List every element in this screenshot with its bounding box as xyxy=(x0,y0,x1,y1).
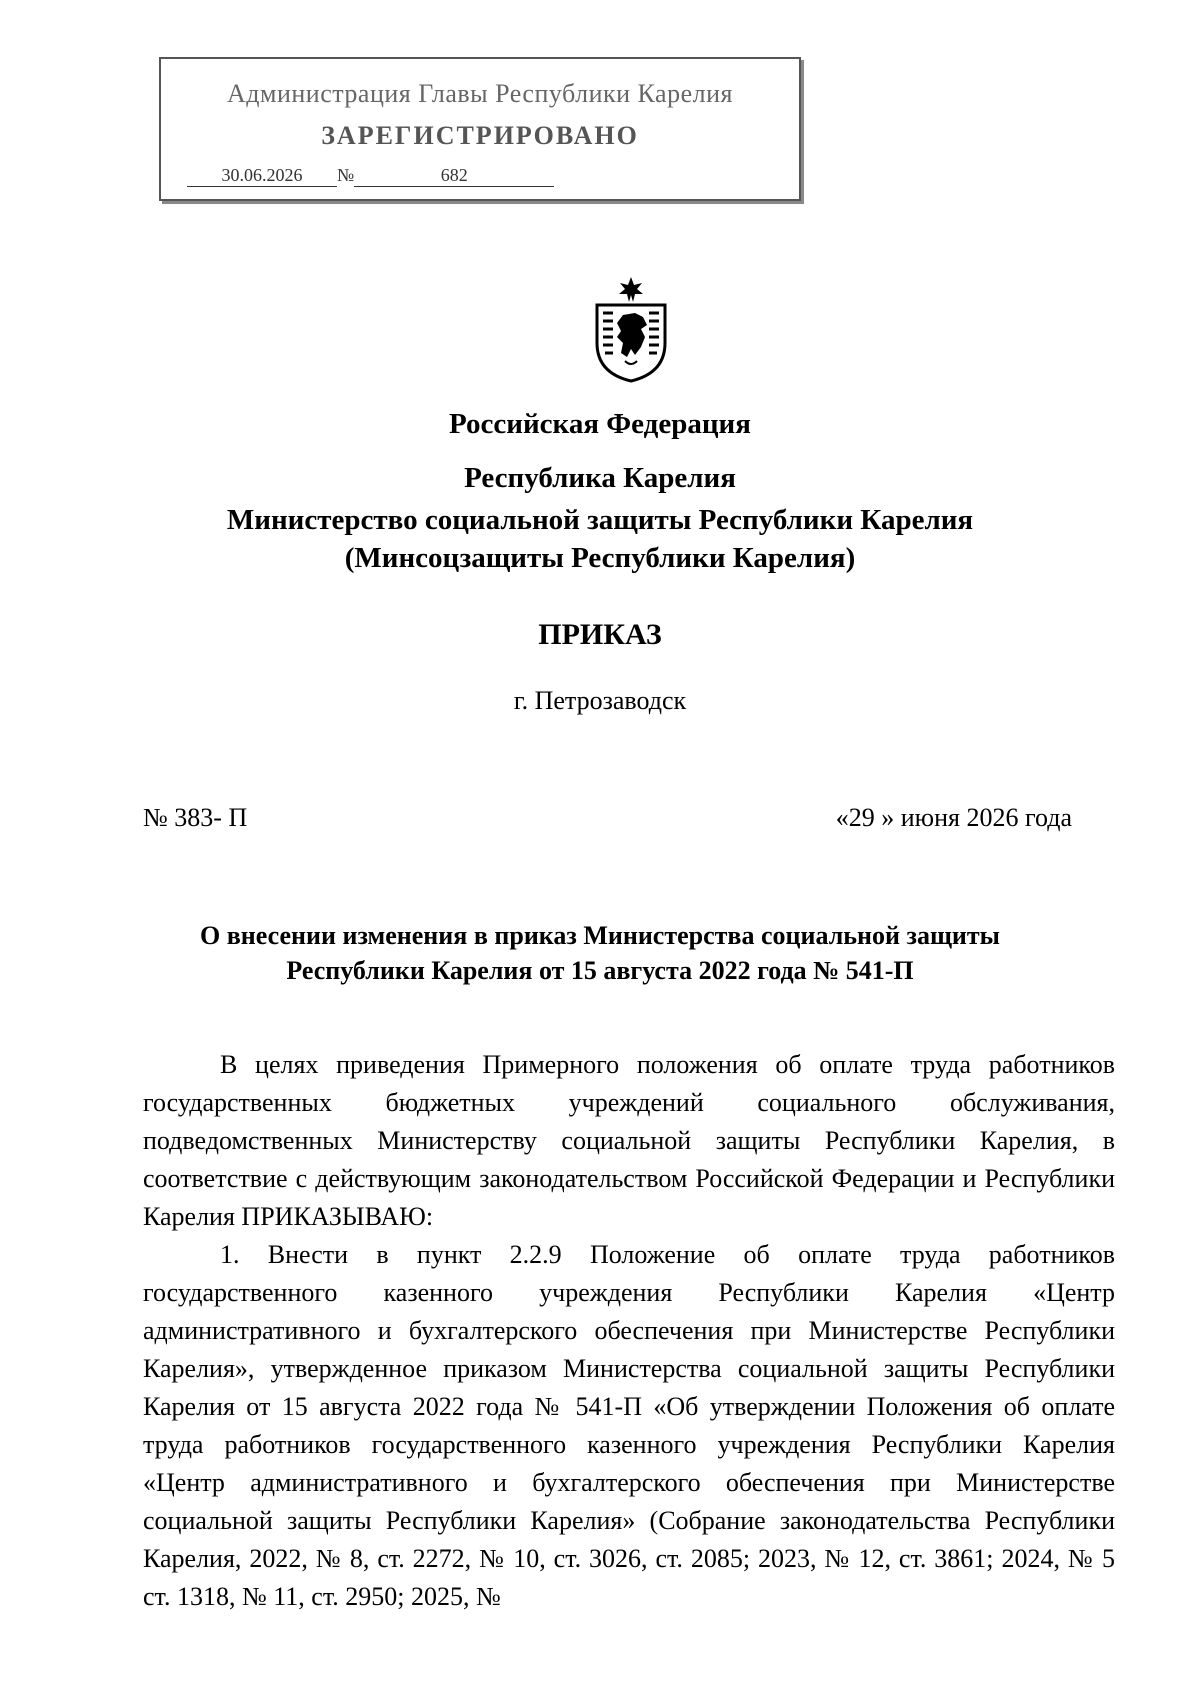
city: г. Петрозаводск xyxy=(513,686,687,715)
stamp-number: 682 xyxy=(354,165,554,187)
header-country: Российская Федерация xyxy=(449,408,751,440)
karelia-coat-of-arms-icon xyxy=(583,275,679,385)
header-ministry-short: (Минсоцзащиты Республики Карелия) xyxy=(344,542,856,574)
stamp-status: ЗАРЕГИСТРИРОВАНО xyxy=(321,121,639,150)
order-body xyxy=(143,1046,1115,1616)
stamp-registration-line xyxy=(187,165,554,187)
header-republic: Республика Карелия xyxy=(464,462,736,494)
stamp-date: 30.06.2026 xyxy=(187,165,337,187)
header-ministry: Министерство социальной защиты Республики Карелия xyxy=(226,504,974,536)
subject-line-1: О внесении изменения в приказ Министерства социальной защиты xyxy=(200,921,1000,950)
registration-stamp xyxy=(159,57,801,201)
order-subject xyxy=(0,918,1200,988)
order-number: № 383- П xyxy=(143,803,248,832)
body-paragraph-1: В целях приведения Примерного положения об оплате труда работников государственных бюджетных учреждений социального обслуживания, подведомственных Министерству социальной защиты Республики Карелия, в соответствие с действующим законодательством Российской Федерации и Республики Карелия ПРИКАЗЫВАЮ: xyxy=(143,1050,1115,1231)
order-date: «29 » июня 2026 года xyxy=(835,803,1072,832)
stamp-organization: Администрация Главы Республики Карелия xyxy=(227,79,733,108)
subject-line-2: Республики Карелия от 15 августа 2022 года № 541-П xyxy=(286,956,914,985)
stamp-number-sign: № xyxy=(337,165,355,185)
body-paragraph-2: 1. Внести в пункт 2.2.9 Положение об оплате труда работников государственного казенного учреждения Республики Карелия «Центр административного и бухгалтерского обеспечения при Министерстве Республики Карелия», утвержденное приказом Министерства социальной защиты Республики Карелия от 15 августа 2022 года № 541-П «Об утверждении Положения об оплате труда работников государственного казенного учреждения Республики Карелия «Центр административного и бухгалтерского обеспечения при Министерстве социальной защиты Республики Карелия» (Собрание законодательства Республики Карелия, 2022, № 8, ст. 2272, № 10, ст. 3026, ст. 2085; 2023, № 12, ст. 3861; 2024, № 5 ст. 1318, № 11, ст. 2950; 2025, № xyxy=(143,1240,1115,1611)
document-type: ПРИКАЗ xyxy=(538,618,662,651)
